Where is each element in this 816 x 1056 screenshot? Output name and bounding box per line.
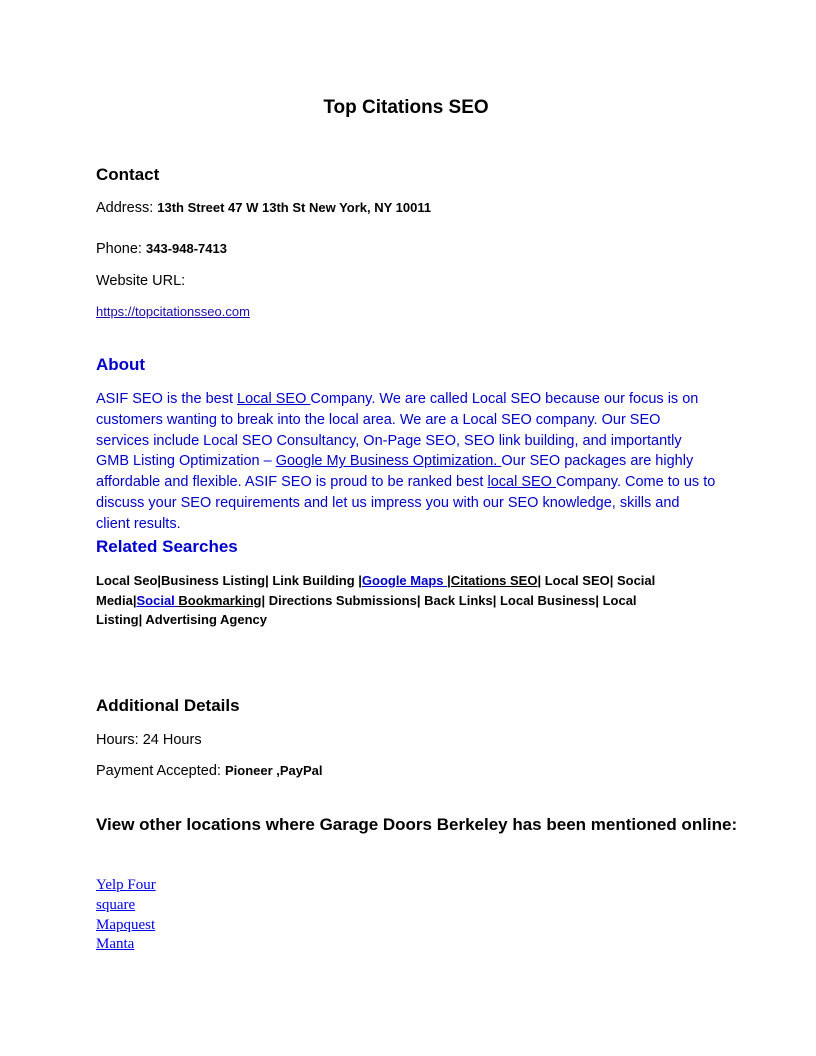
gmb-optimization-link[interactable]: Google My Business Optimization. bbox=[275, 453, 502, 470]
website-line bbox=[96, 304, 250, 319]
yelp-link[interactable]: Yelp bbox=[96, 877, 128, 893]
website-link[interactable]: https://topcitationsseo.com bbox=[96, 304, 250, 319]
hours-line: Hours: 24 Hours bbox=[96, 732, 202, 748]
about-text-3: Our SEO packages are highly affordable and flexible. ASIF SEO is proud to be ranked best bbox=[96, 453, 694, 491]
page-title: Top Citations SEO bbox=[323, 97, 489, 118]
address-value: 13th Street 47 W 13th St New York, NY 10011 bbox=[157, 200, 432, 215]
related-searches-list bbox=[96, 571, 656, 630]
mapquest-link[interactable]: Mapquest bbox=[96, 916, 156, 933]
address-label: Address: bbox=[96, 200, 158, 216]
phone-value: 343-948-7413 bbox=[146, 241, 227, 256]
other-locations-links bbox=[96, 876, 176, 955]
about-text-2: Company. We are called Local SEO because our focus is on customers wanting to break into the local area. We are a Local SEO company. Our SEO services include Local SEO Consultancy, On-Page SEO, SEO link building, and importantly GMB Listing Optimization – bbox=[96, 391, 699, 470]
address-line bbox=[96, 200, 431, 216]
additional-details-heading: Additional Details bbox=[96, 696, 240, 715]
about-text-1: ASIF SEO is the best bbox=[96, 391, 238, 407]
payment-value: Pioneer ,PayPal bbox=[224, 763, 323, 778]
citations-seo-link[interactable]: |Citations SEO bbox=[447, 573, 538, 588]
related-text-2: | Local SEO| Social Media| bbox=[96, 573, 656, 608]
about-paragraph bbox=[96, 389, 716, 535]
social-link[interactable]: Social bbox=[136, 592, 179, 608]
related-searches-heading: Related Searches bbox=[96, 537, 238, 556]
foursquare-link[interactable]: Four square bbox=[96, 877, 156, 913]
related-text-1: Local Seo|Business Listing| Link Building | bbox=[96, 573, 362, 588]
website-label: Website URL: bbox=[96, 273, 186, 289]
contact-heading: Contact bbox=[96, 165, 160, 184]
other-locations-heading: View other locations where Garage Doors Berkeley has been mentioned online: bbox=[96, 815, 738, 834]
local-seo-link[interactable]: Local SEO bbox=[237, 391, 311, 407]
manta-link[interactable]: Manta bbox=[96, 936, 135, 953]
google-maps-link[interactable]: Google Maps bbox=[361, 573, 448, 588]
bookmarking-link[interactable]: Bookmarking bbox=[178, 592, 262, 608]
phone-label: Phone: bbox=[96, 241, 146, 257]
about-heading: About bbox=[96, 355, 146, 374]
related-text-3: | Directions Submissions| Back Links| Local Business| Local Listing| Advertising Agency bbox=[96, 592, 637, 627]
payment-line bbox=[96, 763, 323, 779]
phone-line bbox=[96, 241, 227, 257]
about-text-4: Company. Come to us to discuss your SEO requirements and let us impress you with our SEO knowledge, skills and client results. bbox=[96, 474, 716, 532]
local-seo-link-2[interactable]: local SEO bbox=[487, 474, 556, 491]
payment-label: Payment Accepted: bbox=[96, 763, 225, 779]
